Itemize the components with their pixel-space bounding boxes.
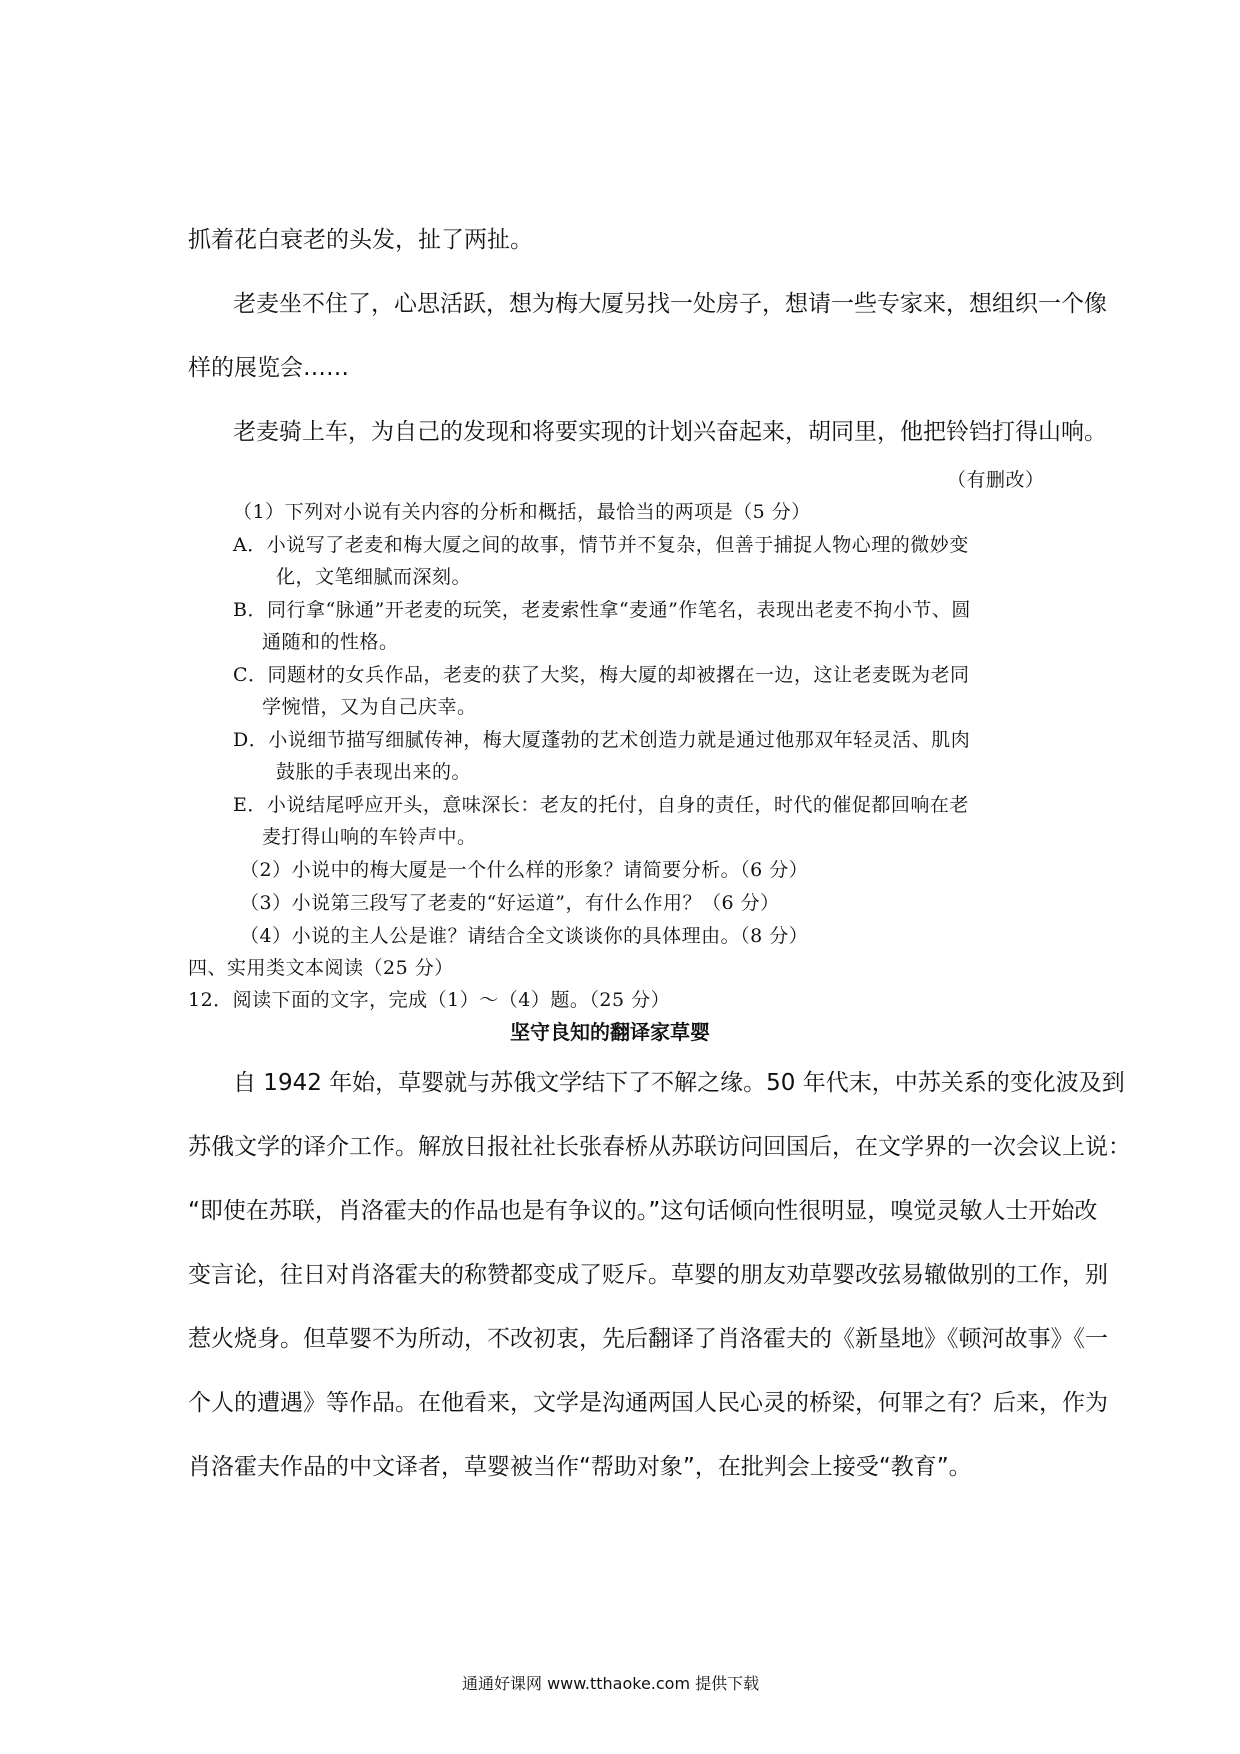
article-line-4: 变言论，往日对肖洛霍夫的称赞都变成了贬斥。草婴的朋友劝草婴改弦易辙做别的工作，别 <box>188 1262 1108 1288</box>
option-d-line-1: D．小说细节描写细腻传神，梅大厦蓬勃的艺术创造力就是通过他那双年轻灵活、肌肉 <box>233 729 971 751</box>
option-c-line-1: C．同题材的女兵作品，老麦的获了大奖，梅大厦的却被撂在一边，这让老麦既为老同 <box>233 664 970 686</box>
article-line-5: 惹火烧身。但草婴不为所动，不改初衷，先后翻译了肖洛霍夫的《新垦地》《顿河故事》《一 <box>188 1326 1108 1352</box>
option-c-line-2: 学惋惜，又为自己庆幸。 <box>262 696 477 718</box>
story-paragraph-2-line-2: 样的展览会…… <box>188 355 349 381</box>
story-paragraph-2-line-1: 老麦坐不住了，心思活跃，想为梅大厦另找一处房子，想请一些专家来，想组织一个像 <box>233 291 1107 317</box>
article-line-1: 自 1942 年始，草婴就与苏俄文学结下了不解之缘。50 年代末，中苏关系的变化波及到 <box>233 1070 1125 1096</box>
question-4: （4）小说的主人公是谁？请结合全文谈谈你的具体理由。（8 分） <box>240 925 809 947</box>
question-1: （1）下列对小说有关内容的分析和概括，最恰当的两项是（5 分） <box>233 501 811 523</box>
option-e-line-2: 麦打得山响的车铃声中。 <box>262 826 477 848</box>
question-2: （2）小说中的梅大厦是一个什么样的形象？请简要分析。（6 分） <box>240 859 809 881</box>
footer-source: 通通好课网 www.tthaoke.com 提供下载 <box>462 1674 760 1693</box>
section-4-heading: 四、实用类文本阅读（25 分） <box>188 957 454 979</box>
question-3: （3）小说第三段写了老麦的“好运道”，有什么作用？（6 分） <box>240 892 780 914</box>
story-paragraph-1: 抓着花白衰老的头发，扯了两扯。 <box>188 227 533 253</box>
question-12: 12．阅读下面的文字，完成（1）～（4）题。（25 分） <box>188 989 671 1011</box>
article-line-2: 苏俄文学的译介工作。解放日报社社长张春桥从苏联访问回国后，在文学界的一次会议上说： <box>188 1134 1131 1160</box>
article-title: 坚守良知的翻译家草婴 <box>510 1020 710 1044</box>
option-a-line-1: A．小说写了老麦和梅大厦之间的故事，情节并不复杂，但善于捕捉人物心理的微妙变 <box>233 534 969 556</box>
article-line-6: 个人的遭遇》等作品。在他看来，文学是沟通两国人民心灵的桥梁，何罪之有？后来，作为 <box>188 1390 1108 1416</box>
option-b-line-1: B．同行拿“脉通”开老麦的玩笑，老麦索性拿“麦通”作笔名，表现出老麦不拘小节、圆 <box>233 599 971 621</box>
edit-note: （有删改） <box>947 469 1045 491</box>
option-d-line-2: 鼓胀的手表现出来的。 <box>276 761 472 783</box>
option-e-line-1: E．小说结尾呼应开头，意味深长：老友的托付，自身的责任，时代的催促都回响在老 <box>233 794 969 816</box>
article-line-7: 肖洛霍夫作品的中文译者，草婴被当作“帮助对象”，在批判会上接受“教育”。 <box>188 1454 972 1480</box>
option-a-line-2: 化，文笔细腻而深刻。 <box>276 566 472 588</box>
story-paragraph-3: 老麦骑上车，为自己的发现和将要实现的计划兴奋起来，胡同里，他把铃铛打得山响。 <box>233 419 1107 445</box>
option-b-line-2: 通随和的性格。 <box>262 631 399 653</box>
article-line-3: “即使在苏联，肖洛霍夫的作品也是有争议的。”这句话倾向性很明显，嗅觉灵敏人士开始改 <box>188 1198 1098 1224</box>
